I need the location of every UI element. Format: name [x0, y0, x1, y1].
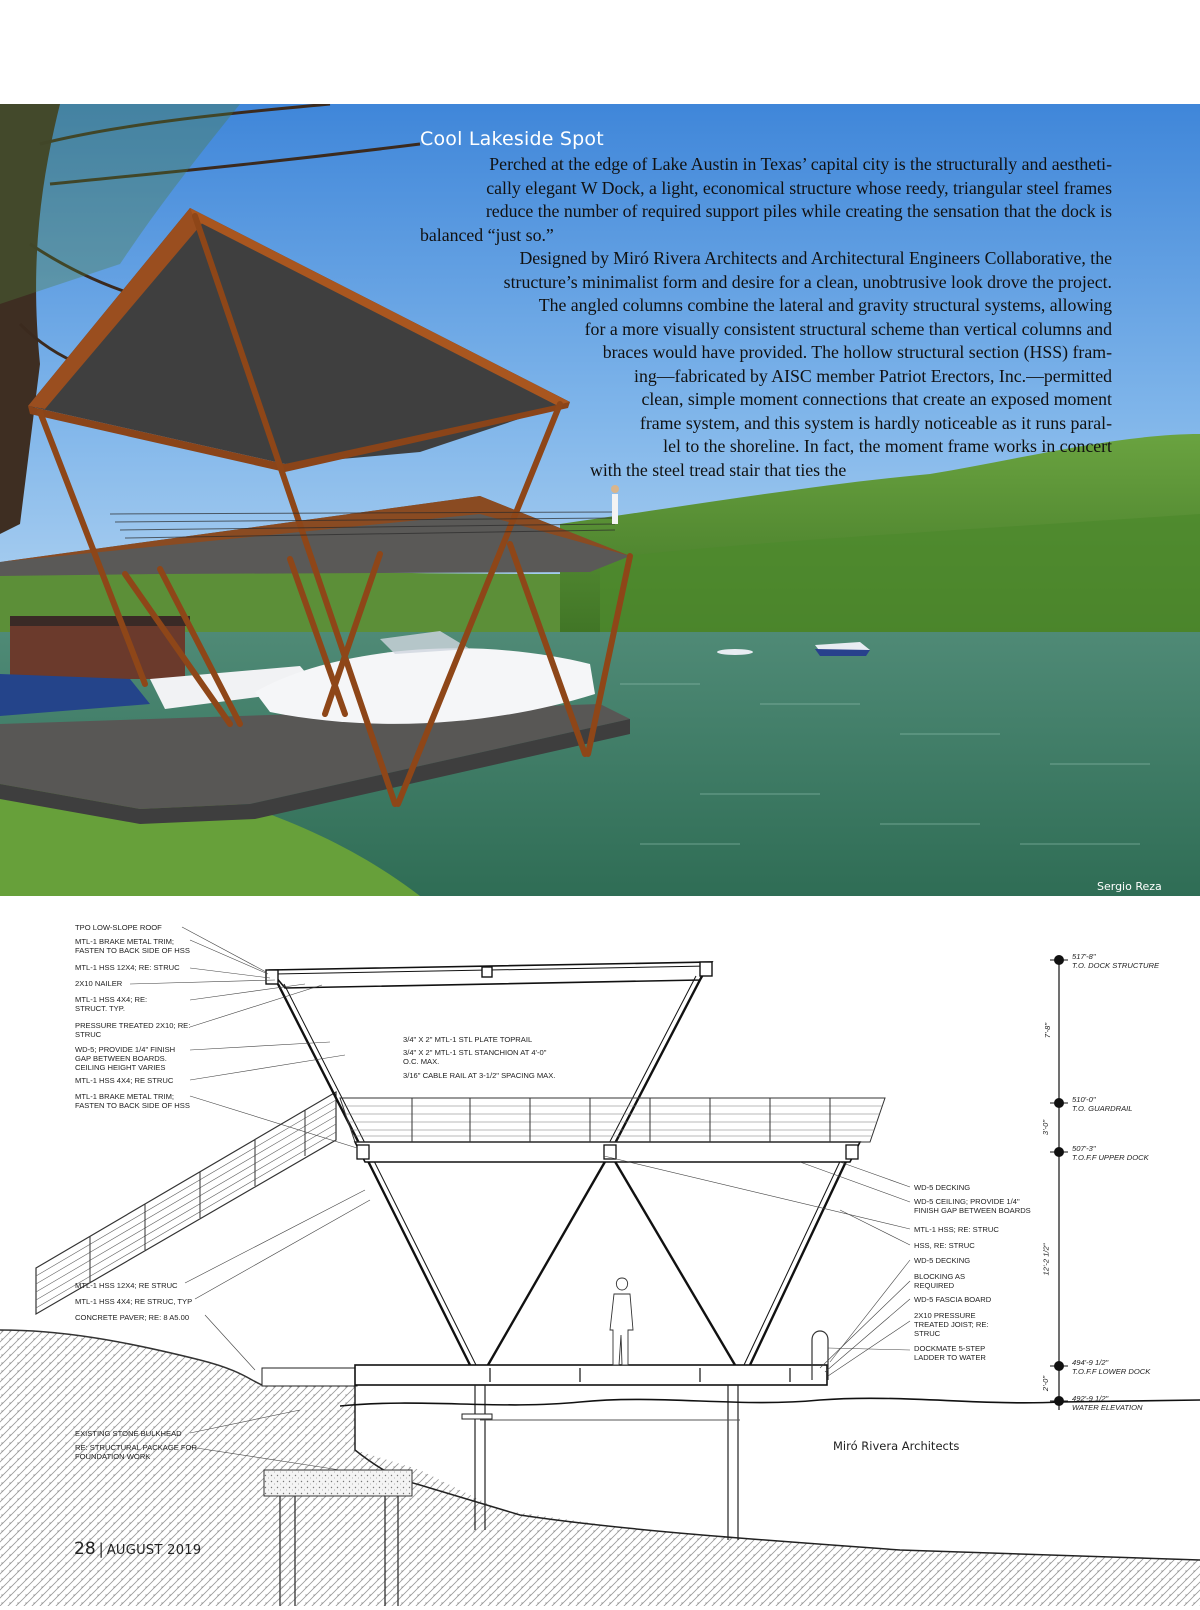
- note-hss-struc: HSS, RE: STRUC: [914, 1241, 975, 1250]
- elevation-guardrail: [1072, 1095, 1132, 1113]
- note-hss-12x4: MTL-1 HSS 12X4; RE: STRUC: [75, 963, 180, 972]
- elevation-value: 510'-0": [1072, 1095, 1096, 1104]
- note-wd5-decking: WD-5 DECKING: [914, 1183, 971, 1192]
- elevation-value: 494'-9 1/2": [1072, 1358, 1109, 1367]
- body-line: for a more visually consistent structural scheme than vertical columns and: [584, 319, 1112, 339]
- elevation-label: T.O.F.F LOWER DOCK: [1072, 1367, 1151, 1376]
- note-bulkhead: EXISTING STONE BULKHEAD: [75, 1429, 182, 1438]
- body-line: with the steel tread stair that ties the: [590, 460, 847, 480]
- note-mtl1-hss: MTL-1 HSS; RE: STRUC: [914, 1225, 999, 1234]
- elevation-lower-dock: [1072, 1358, 1150, 1376]
- note-nailer: 2X10 NAILER: [75, 979, 123, 988]
- note-toprail: 3/4" X 2" MTL-1 STL PLATE TOPRAIL: [403, 1035, 533, 1044]
- drawing-credit: Miró Rivera Architects: [833, 1439, 960, 1453]
- body-line: cally elegant W Dock, a light, economical structure whose reedy, triangular steel frames: [486, 178, 1112, 198]
- note-trim: MTL-1 BRAKE METAL TRIM; FASTEN TO BACK SIDE OF HSS: [75, 937, 190, 955]
- section-drawing: [0, 910, 1200, 1606]
- elevation-label: WATER ELEVATION: [1072, 1403, 1143, 1412]
- note-concrete-paver: CONCRETE PAVER; RE: 8 A5.00: [75, 1313, 190, 1322]
- folio-separator: |: [98, 1540, 104, 1558]
- elevation-upper-dock: [1072, 1144, 1149, 1162]
- dock-section-linework: [0, 910, 1200, 1606]
- note-wd5-ceiling: WD-5; PROVIDE 1/4" FINISH GAP BETWEEN BOARDS. CEILING HEIGHT VARIES: [75, 1045, 176, 1072]
- note-hss-12x4-low: MTL-1 HSS 12X4; RE STRUC: [75, 1281, 178, 1290]
- note-pressure-treated: PRESSURE TREATED 2X10; RE: STRUC: [75, 1021, 191, 1039]
- body-line: Designed by Miró Rivera Architects and Architectural Engineers Collaborative, the: [519, 248, 1112, 268]
- article-headline: Cool Lakeside Spot: [420, 128, 604, 150]
- issue-date: AUGUST 2019: [106, 1543, 202, 1558]
- body-line: frame system, and this system is hardly noticeable as it runs paral-: [639, 413, 1112, 433]
- page-number: 28: [74, 1539, 96, 1559]
- dimension-roof: 7'-8": [1043, 1022, 1053, 1039]
- dock-photo-illustration: [0, 104, 1200, 896]
- body-line: The angled columns combine the lateral and gravity structural systems, allowing: [538, 295, 1112, 315]
- body-line: structure’s minimalist form and desire for a clean, unobtrusive look drove the project.: [503, 272, 1112, 292]
- body-line: clean, simple moment connections that create an exposed moment: [641, 389, 1112, 409]
- note-roof: TPO LOW-SLOPE ROOF: [75, 923, 162, 932]
- note-wd5-ceiling-r: WD-5 CEILING; PROVIDE 1/4" FINISH GAP BETWEEN BOARDS: [914, 1197, 1031, 1215]
- elevation-label: T.O. DOCK STRUCTURE: [1072, 961, 1160, 970]
- body-line: reduce the number of required support piles while creating the sensation that the dock is: [485, 201, 1112, 221]
- note-blocking: BLOCKING AS REQUIRED: [914, 1272, 966, 1290]
- note-ladder: DOCKMATE 5-STEP LADDER TO WATER: [914, 1344, 986, 1362]
- note-cable-rail: 3/16" CABLE RAIL AT 3-1/2" SPACING MAX.: [403, 1071, 556, 1080]
- elevation-roof: [1072, 952, 1159, 970]
- elevation-value: 517'-8": [1072, 952, 1096, 961]
- note-joist: 2X10 PRESSURE TREATED JOIST; RE: STRUC: [914, 1311, 989, 1338]
- note-foundation: RE: STRUCTURAL PACKAGE FOR FOUNDATION WORK: [75, 1443, 197, 1461]
- elevation-label: T.O.F.F UPPER DOCK: [1072, 1153, 1149, 1162]
- dimension-guardrail: 3'-0": [1041, 1119, 1051, 1136]
- photo-credit: Sergio Reza: [1097, 880, 1162, 893]
- elevation-value: 492'-9 1/2": [1072, 1394, 1109, 1403]
- elevation-water: [1072, 1394, 1142, 1412]
- body-line: lel to the shoreline. In fact, the moment frame works in concert: [663, 436, 1112, 456]
- body-line: ing—fabricated by AISC member Patriot Erectors, Inc.—permitted: [634, 366, 1112, 386]
- note-wd5-decking-b: WD-5 DECKING: [914, 1256, 971, 1265]
- note-fascia: WD-5 FASCIA BOARD: [914, 1295, 992, 1304]
- body-line: braces would have provided. The hollow structural section (HSS) fram-: [602, 342, 1112, 362]
- note-hss-4x4: MTL-1 HSS 4X4; RE: STRUCT. TYP.: [75, 995, 148, 1013]
- body-line: Perched at the edge of Lake Austin in Texas’ capital city is the structurally and aestheti-: [489, 154, 1112, 174]
- note-hss-4x4-low: MTL-1 HSS 4X4; RE STRUC, TYP: [75, 1297, 193, 1306]
- cover-photo: [0, 104, 1200, 896]
- note-stanchion: 3/4" X 2" MTL-1 STL STANCHION AT 4'-0" O.C. MAX.: [403, 1048, 547, 1066]
- elevation-label: T.O. GUARDRAIL: [1072, 1104, 1133, 1113]
- note-hss-4x4-b: MTL-1 HSS 4X4; RE STRUC: [75, 1076, 174, 1085]
- note-trim-b: MTL-1 BRAKE METAL TRIM; FASTEN TO BACK SIDE OF HSS: [75, 1092, 190, 1110]
- body-line: balanced “just so.”: [420, 225, 554, 245]
- dimension-decks: 12'-2 1/2": [1041, 1243, 1051, 1276]
- elevation-value: 507'-3": [1072, 1144, 1096, 1153]
- dimension-water: 2'-0": [1041, 1375, 1051, 1392]
- page-folio: [74, 1539, 201, 1559]
